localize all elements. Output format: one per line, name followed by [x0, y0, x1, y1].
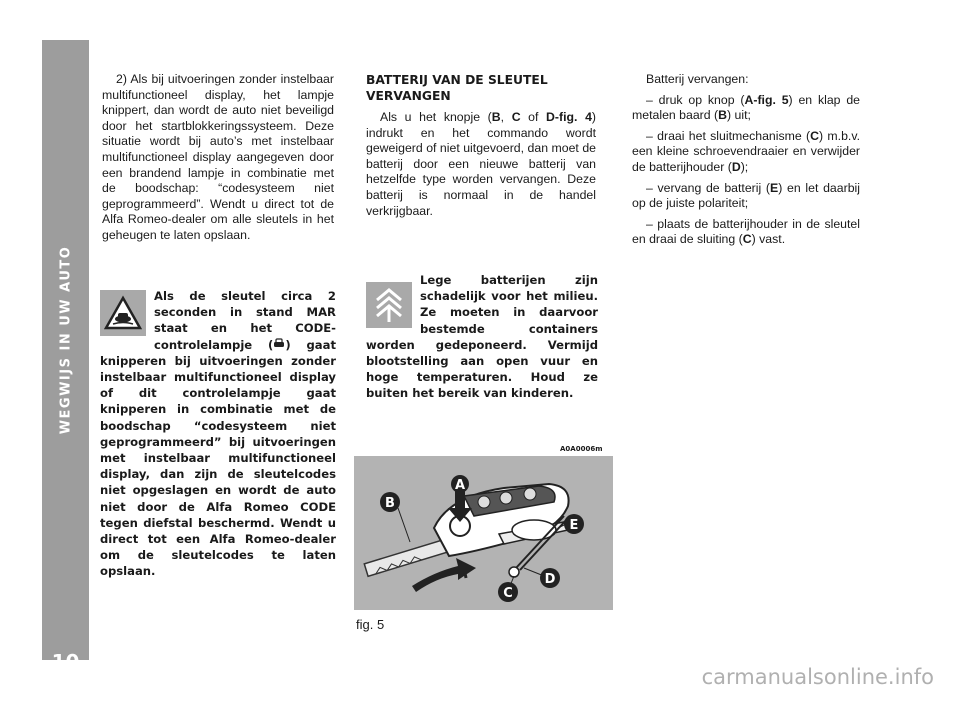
environment-tree-icon — [366, 282, 412, 328]
text-run: – plaats de batterijhouder in de sleutel en draai de sluiting ( — [632, 216, 860, 247]
label-c — [498, 582, 518, 602]
footnote-paragraph: 2) Als bij uitvoeringen zonder instelbaar multifunctioneel display, het lampje knippert, dan wordt de auto niet beveiligd door het startblokkeringssysteem. Deze situatie wordt bij auto’s met instelbaar multifunctioneel display aangegeven door een brandend lampje in combinatie met de boodschap: “codesysteem niet geprogrammeerd”. Wendt u direct tot de Alfa Romeo-dealer om alle sleutels in het geheugen te laten opslaan. — [102, 72, 334, 242]
label-a — [451, 475, 469, 493]
text-run: ) en let daarbij op de juiste polariteit; — [632, 180, 860, 211]
section-heading: BATTERIJ VAN DE SLEUTEL VERVANGEN — [366, 73, 548, 103]
watermark: carmanualsonline.info — [701, 665, 934, 689]
text-run: ); — [740, 159, 749, 174]
section-title: WEGWIJS IN UW AUTO — [58, 245, 73, 435]
ref-label: A-fig. 5 — [744, 92, 789, 107]
sidebar — [42, 40, 89, 674]
code-lamp-icon — [273, 338, 285, 352]
step-4 — [632, 217, 860, 248]
warning-triangle-car-icon — [100, 290, 146, 336]
battery-column — [366, 72, 596, 224]
ref-label: D-fig. 4 — [546, 110, 592, 124]
ref-label: C — [511, 110, 521, 124]
text-run: of — [520, 110, 547, 124]
svg-text:C: C — [503, 586, 513, 601]
key-blade — [364, 539, 449, 576]
text-run: Als u het knopje ( — [380, 110, 492, 124]
environment-text: Lege batterijen zijn schadelijk voor het milieu. Ze moeten in daarvoor bestemde containers worden gedeponeerd. Vermijd blootstelling aan open vuur en hoge temperaturen. Houd ze buiten het bereik van kinderen. — [366, 273, 598, 401]
text-run: ) vast. — [751, 232, 786, 247]
environment-block — [366, 272, 598, 402]
text-run: – draai het sluitmechanisme ( — [646, 128, 811, 143]
label-d — [540, 568, 560, 588]
ref-label: B — [491, 110, 501, 124]
ref-label: C — [742, 232, 752, 247]
steps-column — [632, 72, 860, 253]
svg-text:B: B — [385, 496, 395, 511]
warning-text-end: ) gaat knipperen bij uitvoeringen zonder instelbaar multifunctioneel display of dit controlelampje gaat knipperen in combinatie met de boodschap “codesysteem niet geprogrammeerd” bij uitvoeringen met instelbaar multifunctioneel display, dan zijn de sleutelcodes niet opgeslagen en wordt de auto niet door de Alfa Romeo CODE tegen diefstal beschermd. Wendt u direct tot een Alfa Romeo-dealer om de sleutelcodes te laten opslaan. — [100, 337, 336, 579]
ref-label: E — [770, 180, 779, 195]
warning-block — [100, 288, 336, 580]
label-b — [380, 492, 400, 512]
text-run: , — [500, 110, 512, 124]
step-2 — [632, 129, 860, 176]
text-run: ) uit; — [727, 108, 751, 123]
page-number: 10 — [51, 650, 80, 674]
key-figure — [354, 456, 613, 610]
steps-intro: Batterij vervangen: — [646, 72, 749, 86]
svg-text:E: E — [569, 518, 579, 533]
svg-text:A: A — [454, 478, 466, 493]
text-run: ) indrukt en het commando wordt geweigerd of niet uitgevoerd, dan moet de batterij door een nieuwe batterij van hetzelfde type worden vervangen. Deze batterij is normaal in de handel verkrijgbaar. — [366, 110, 597, 218]
ref-label: B — [718, 108, 728, 123]
text-run: – vervang de batterij ( — [646, 180, 771, 195]
svg-text:D: D — [544, 572, 556, 587]
step-3 — [632, 181, 860, 212]
ref-label: C — [810, 128, 820, 143]
ref-label: D — [731, 159, 741, 174]
warning-text-start: Als de sleutel circa 2 seconden in stand MAR staat en het CODE-controlelampje ( — [154, 289, 336, 352]
text-run: – druk op knop ( — [646, 92, 745, 107]
text-run: ) en klap de metalen baard ( — [632, 92, 861, 123]
step-1 — [632, 93, 860, 124]
footnote-column — [102, 72, 334, 249]
figure-code: A0A0006m — [560, 445, 603, 453]
text-run: ) m.b.v. een kleine schroevendraaier en verwijder de batterijhouder ( — [632, 128, 860, 174]
key-illustration — [354, 456, 613, 610]
battery-paragraph — [366, 110, 596, 219]
label-e — [564, 514, 584, 534]
figure-caption: fig. 5 — [356, 617, 385, 632]
